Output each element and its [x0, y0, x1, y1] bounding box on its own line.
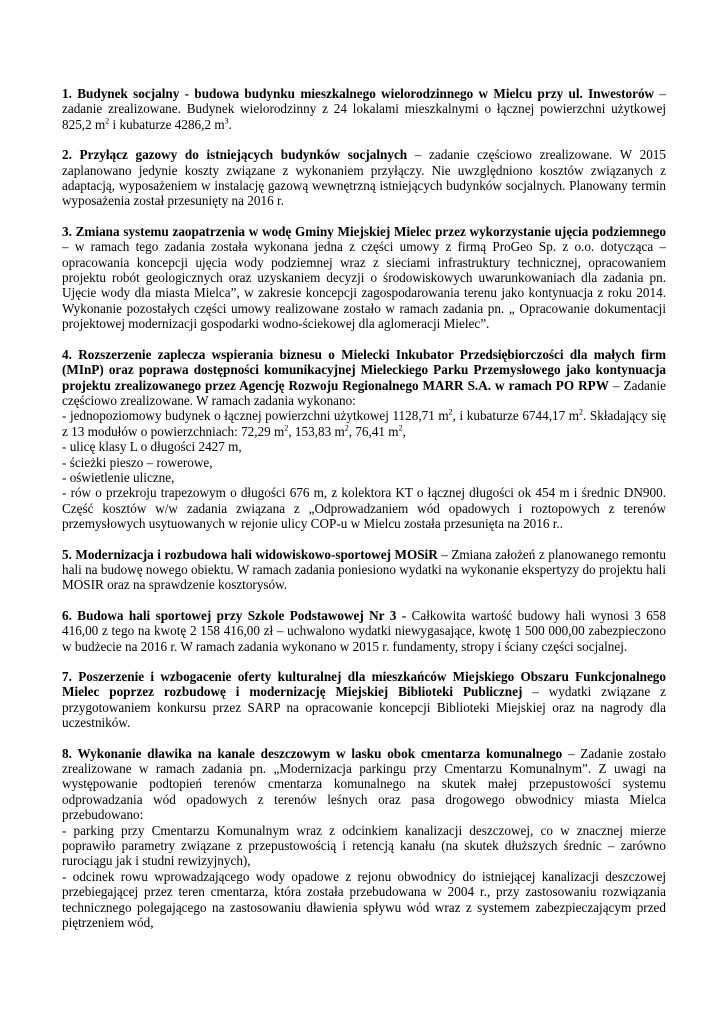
section-5-paragraph	[62, 547, 666, 593]
section-8-text: – Zadanie zostało zrealizowane w ramach zadania pn. „Modernizacja parkingu przy Cmentarzu Komunalnym”. Z uwagi na występowanie podtopień terenów cmentarza komunalnego na skutek małej przepustowości systemu odprowadzania wód opadowych z terenów leśnych oraz pasa drogowego obwodnicy miasta Mielca przebudowano:	[62, 745, 666, 823]
list-item-text: ,	[402, 423, 406, 439]
section-4	[62, 347, 666, 532]
unit-superscript: 2	[448, 407, 453, 417]
section-3	[62, 224, 666, 332]
section-5-text: – Zmiana założeń z planowanego remontu hali na budowę nowego obiektu. W ramach zadania poniesiono wydatki na wykonanie ekspertyzy do projektu hali MOSIR oraz na sprawdzenie kosztorysów.	[62, 546, 666, 593]
section-3-text: – w ramach tego zadania została wykonana jedna z części umowy z firmą ProGeo Sp. z o.o. dotycząca – opracowania koncepcji ujęcia wody podziemnej wraz z sieciami infrastruktury technicznej, opracowaniem projektu robót geologicznych oraz uzyskaniem decyzji o środowiskowych uwarunkowaniach dla zadania pn. Ujęcie wody dla miasta Mielca”, w zakresie koncepcji zagospodarowania terenu jako kontynuacja z roku 2014. Wykonanie pozostałych części umowy realizowane zostało w ramach zadania pn. „ Opracowanie dokumentacji projektowej modernizacji gospodarki wodno-ściekowej dla aglomeracji Mielec”.	[62, 239, 666, 332]
section-1-text-cont: i kubaturze 4286,2 m	[109, 116, 225, 132]
list-item-text: , 153,83 m	[288, 423, 345, 439]
section-8-paragraph	[62, 746, 666, 823]
section-4-paragraph	[62, 347, 666, 409]
list-item-text: . Składający się z 13 modułów o powierzchniach: 72,29 m	[62, 408, 666, 439]
section-7-heading: 7. Poszerzenie i wzbogacenie oferty kulturalnej dla mieszkańców Miejskiego Obszaru Funkcjonalnego Mielec poprzez rozbudowę i modernizację Miejskiej Biblioteki Publicznej	[62, 669, 666, 700]
section-6-heading: 6. Budowa hali sportowej przy Szkole Podstawowej Nr 3 -	[62, 607, 407, 623]
section-4-list-item	[62, 408, 666, 439]
section-7-paragraph	[62, 669, 666, 731]
section-6-paragraph	[62, 608, 666, 654]
section-8	[62, 746, 666, 931]
section-3-heading: 3. Zmiana systemu zaopatrzenia w wodę Gminy Miejskiej Mielec przez wykorzystanie ujęcia podziemnego	[62, 223, 666, 239]
list-item-text: - jednopoziomowy budynek o łącznej powierzchni użytkowej 1128,71 m	[62, 408, 449, 424]
section-2-paragraph	[62, 147, 666, 209]
section-4-list-item: - ścieżki pieszo – rowerowe,	[62, 454, 213, 470]
section-4-list-item: - oświetlenie uliczne,	[62, 469, 175, 485]
section-1-text: zadanie zrealizowane. Budynek wielorodzinny z 24 lokalami mieszkalnymi o łącznej powierzchni użytkowej 825,2 m	[62, 101, 666, 132]
unit-superscript: 2	[105, 116, 110, 126]
section-1-heading: 1. Budynek socjalny - budowa budynku mieszkalnego wielorodzinnego w Mielcu przy ul. Inwestorów	[62, 86, 655, 101]
section-8-list-item: - parking przy Cmentarzu Komunalnym wraz z odcinkiem kanalizacji deszczowej, co w znacznej mierze poprawiło parametry związane z przepustowością i retencją kanału (na skutek dłuższych średnic – zarówno rurociągu jak i studni rewizyjnych),	[62, 822, 666, 869]
section-4-list-item: - rów o przekroju trapezowym o długości 676 m, z kolektora KT o łącznej długości ok 454 m i średnic DN900. Część kosztów w/w zadania związana z „Odprowadzaniem wód opadowych i roztopowych z terenów przemysłowych usytuowanych w rejonie ulicy COP-u w Mielcu została przesunięta na 2016 r..	[62, 485, 666, 532]
section-2	[62, 147, 666, 209]
list-item-text: , 76,41 m	[348, 423, 399, 439]
section-8-heading: 8. Wykonanie dławika na kanale deszczowym w lasku obok cmentarza komunalnego	[62, 745, 563, 761]
section-7-text: – wydatki związane z przygotowaniem konkursu przez SARP na opracowanie koncepcji Biblioteki Miejskiej oraz na nagrody dla uczestników.	[62, 684, 667, 731]
section-5	[62, 547, 666, 593]
section-6	[62, 608, 666, 654]
section-1	[62, 86, 666, 132]
section-8-list-item: - odcinek rowu wprowadzającego wody opadowe z rejonu obwodnicy do istniejącej kanalizacji deszczowej przebiegającej przez teren cmentarza, która została przebudowana w 2004 r., przy zastosowaniu rozwiązania technicznego polegającego na zastosowaniu dławienia spływu wód wraz z systemem zabezpieczającym przed piętrzeniem wód,	[62, 868, 666, 931]
unit-superscript: 2	[284, 423, 289, 433]
section-6-text: Całkowita wartość budowy hali wynosi 3 658 416,00 z tego na kwotę 2 158 416,00 zł – uchwalono wydatki niewygasające, kwotę 1 500 000,00 zabezpieczono w budżecie na 2016 r. W ramach zadania wykonano w 2015 r. fundamenty, stropy i ściany części socjalnej.	[62, 607, 666, 654]
section-1-text-end: .	[228, 116, 232, 132]
section-2-heading: 2. Przyłącz gazowy do istniejących budynków socjalnych	[62, 147, 408, 163]
section-2-text: – zadanie częściowo zrealizowane. W 2015 zaplanowano jedynie koszty związane z wykonaniem przyłączy. Nie uwzględniono kosztów związanych z adaptacją, wyposażeniem w instalację gazową wewnętrzną istniejących budynków socjalnych. Planowany termin wyposażenia został przesunięty na 2016 r.	[62, 147, 666, 209]
section-4-list-item: - ulicę klasy L o długości 2427 m,	[62, 439, 242, 455]
section-1-paragraph	[62, 86, 666, 132]
section-5-heading: 5. Modernizacja i rozbudowa hali widowiskowo-sportowej MOSiR	[62, 546, 438, 562]
unit-superscript: 2	[579, 407, 584, 417]
section-7	[62, 669, 666, 731]
list-item-text: , i kubaturze 6744,17 m	[452, 408, 580, 424]
unit-superscript: 2	[344, 423, 349, 433]
section-4-text: – Zadanie częściowo zrealizowane. W ramach zadania wykonano:	[62, 377, 666, 408]
document-page	[62, 86, 666, 946]
unit-superscript: 3	[224, 116, 229, 126]
unit-superscript: 2	[398, 423, 403, 433]
section-4-heading: 4. Rozszerzenie zaplecza wspierania biznesu o Mielecki Inkubator Przedsiębiorczości dla małych firm (MInP) oraz poprawa dostępności komunikacyjnej Mieleckiego Parku Przemysłowego jako kontynuacja projektu zrealizowanego przez Agencję Rozwoju Regionalnego MARR S.A. w ramach PO RPW	[62, 346, 666, 393]
section-3-paragraph	[62, 224, 666, 332]
section-1-dash: –	[654, 86, 667, 101]
